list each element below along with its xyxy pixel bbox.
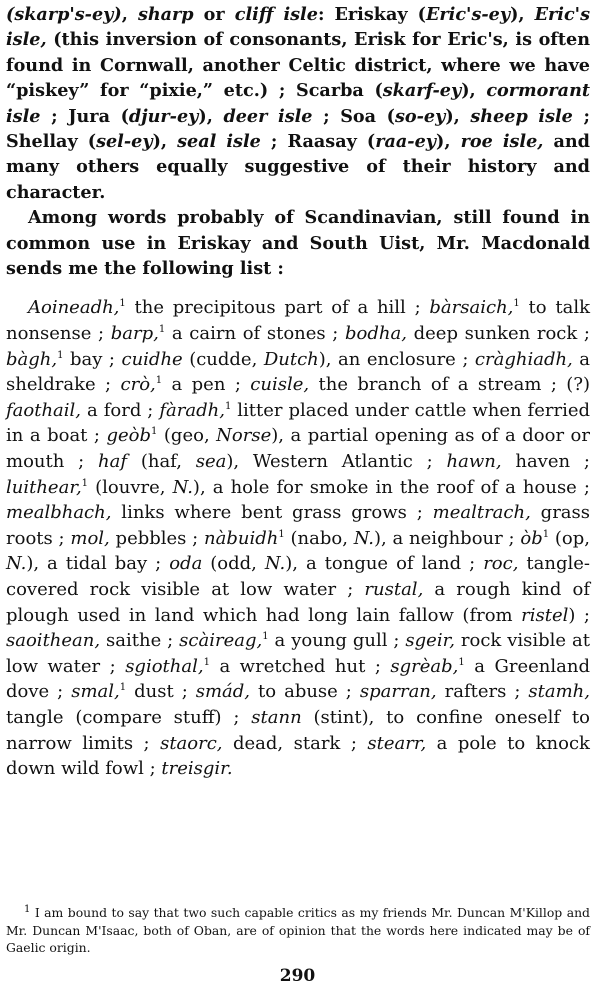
- footnote-text: I am bound to say that two such capable critics as my friends Mr. Duncan M'Killop and Mr. Duncan M'Isaac, both of Oban, are of opinion that the words here indicated may be of Gaelic origin.: [6, 905, 590, 955]
- text-run: ; Soa (: [312, 105, 395, 127]
- text-run: rock visible at low water ;: [6, 630, 590, 677]
- text-run: (nabo,: [284, 527, 354, 549]
- footnote-ref: 1: [57, 349, 64, 361]
- footnote-ref: 1: [278, 528, 285, 540]
- italic-run: sgiothal,: [125, 655, 204, 677]
- italic-run: mealtrach,: [432, 502, 531, 524]
- italic-run: stann: [251, 706, 302, 728]
- text-run: ),: [445, 105, 471, 127]
- italic-run: òb: [520, 527, 543, 549]
- text-run: to talk nonsense ;: [6, 297, 590, 345]
- text-run: (haf,: [127, 451, 196, 473]
- italic-run: N.: [353, 527, 375, 549]
- text-run: a young gull ;: [268, 630, 406, 652]
- footnote-ref: 1: [158, 324, 166, 336]
- text-run: (louvre,: [88, 476, 173, 498]
- italic-run: skarf-ey: [382, 80, 462, 102]
- italic-run: barp,: [110, 323, 159, 345]
- italic-run: nàbuidh: [204, 527, 279, 549]
- text-run: to abuse ;: [250, 681, 360, 703]
- text-run: the precipitous part of a hill ;: [125, 297, 430, 319]
- text-run: a Greenland dove ;: [6, 655, 590, 703]
- text-run: ; Raasay (: [260, 131, 376, 153]
- italic-run: cliff isle: [234, 4, 318, 25]
- italic-run: smád,: [195, 681, 251, 703]
- text-run: ), Western Atlantic ;: [226, 451, 447, 473]
- italic-run: mealbhach,: [6, 502, 112, 524]
- italic-run: roe isle,: [460, 131, 544, 153]
- footnote-marker: 1: [24, 903, 31, 915]
- text-run: haven ;: [501, 451, 590, 473]
- paragraph-intro: Among words probably of Scandinavian, still found in common use in Eriskay and South Uist, Mr. Macdonald sends me the following list :: [6, 207, 590, 280]
- italic-run: N.: [172, 476, 193, 498]
- text-run: dead, stark ;: [222, 732, 368, 754]
- italic-run: sgeir,: [405, 630, 455, 652]
- text-run: a wretched hut ;: [209, 655, 391, 677]
- text-run: (this inversion of consonants, Erisk for Eric's, is often found in Cornwall, another Celtic district, where we have “piskey” for “pixie,” etc.) ; Scarba (: [6, 29, 590, 102]
- footnote: [6, 904, 590, 957]
- text-run: a sheldrake ;: [6, 348, 591, 396]
- italic-run: Aoineadh,: [28, 297, 120, 319]
- text-run: (op,: [549, 527, 590, 549]
- italic-run: stearr,: [367, 732, 427, 754]
- text-run: a pole to knock down wild fowl ;: [6, 732, 590, 780]
- italic-run: sparran,: [359, 681, 437, 703]
- text-run: a ford ;: [81, 399, 160, 421]
- text-run: : Eriskay (: [317, 4, 426, 25]
- italic-run: sea: [195, 451, 227, 473]
- text-run: (cudde,: [182, 348, 264, 370]
- italic-run: faothail,: [6, 399, 82, 421]
- italic-run: Eric's-ey: [425, 4, 511, 25]
- text-run: grass roots ;: [6, 502, 591, 549]
- footnote-ref: 1: [119, 298, 126, 310]
- italic-run: staorc,: [160, 732, 223, 754]
- italic-run: fàradh,: [159, 399, 225, 421]
- italic-run: crò,: [120, 374, 156, 396]
- italic-run: ristel: [521, 604, 569, 626]
- text-run: (stint), to confine oneself to narrow limits ;: [6, 706, 590, 754]
- footnote-ref: 1: [203, 656, 210, 668]
- text-run: deep sunken rock ;: [406, 323, 590, 345]
- text-run: pebbles ;: [109, 527, 205, 549]
- paragraph-place-names: [6, 2, 590, 205]
- italic-run: sharp: [137, 4, 194, 25]
- text-run: links where bent grass grows ;: [111, 502, 433, 524]
- italic-run: N.: [6, 553, 27, 575]
- text-run: ,: [121, 4, 138, 25]
- footnote-ref: 1: [542, 528, 550, 540]
- page-body: [6, 2, 590, 782]
- italic-run: mol,: [70, 527, 110, 549]
- italic-run: smal,: [71, 681, 120, 703]
- text-run: ),: [198, 105, 224, 127]
- italic-run: seal isle: [177, 131, 261, 153]
- text-run: rafters ;: [436, 681, 529, 703]
- text-run: tangle (compare stuff) ;: [6, 706, 252, 728]
- footnote-ref: 1: [119, 682, 127, 694]
- italic-run: bodha,: [345, 323, 407, 345]
- italic-run: rustal,: [364, 579, 424, 600]
- text-run: ), a partial opening as of a door or mouth ;: [6, 425, 591, 473]
- text-run: tangle-covered rock visible at low water ;: [6, 553, 590, 600]
- text-run: ),: [436, 131, 461, 153]
- text-run: a pen ;: [162, 374, 251, 396]
- italic-run: stamh,: [528, 681, 590, 703]
- text-run: dust ;: [126, 681, 196, 703]
- text-run: litter placed under cattle when ferried in a boat ;: [6, 399, 591, 447]
- text-run: ),: [152, 131, 178, 153]
- italic-run: djur-ey: [128, 105, 199, 127]
- italic-run: bàgh,: [6, 348, 58, 370]
- text-run: bay ;: [63, 348, 122, 370]
- text-run: a cairn of stones ;: [165, 323, 346, 345]
- text-run: a rough kind of plough used in land which had long lain fallow (from: [6, 579, 590, 626]
- italic-run: sel-ey: [96, 131, 153, 153]
- italic-run: Dutch: [263, 348, 319, 370]
- text-run: (odd,: [202, 553, 265, 575]
- italic-run: luithear,: [6, 476, 82, 498]
- italic-run: Eric's isle,: [6, 4, 590, 51]
- italic-run: raa-ey: [375, 131, 437, 153]
- text-run: ; Shellay (: [6, 105, 590, 153]
- text-run: ), an enclosure ;: [318, 348, 475, 370]
- text-run: and many others equally suggestive of their history and character.: [6, 131, 590, 203]
- footnote-ref: 1: [224, 400, 232, 412]
- text-run: ),: [461, 80, 487, 102]
- page-number: 290: [279, 966, 316, 986]
- text-run: or: [193, 4, 235, 25]
- footnote-area: [6, 904, 590, 957]
- footnote-ref: 1: [81, 477, 89, 489]
- footnote-ref: 1: [262, 631, 269, 643]
- footnote-ref: 1: [458, 656, 465, 668]
- text-run: ), a tidal bay ;: [26, 553, 170, 575]
- footnote-ref: 1: [155, 375, 163, 387]
- italic-run: (skarp's-ey): [6, 4, 122, 25]
- italic-run: deer isle: [223, 105, 313, 127]
- italic-run: haf: [98, 451, 128, 473]
- italic-run: oda: [169, 553, 203, 575]
- italic-run: sgrèab,: [390, 655, 459, 677]
- text-run: ), a neighbour ;: [374, 527, 521, 549]
- text-run: (geo,: [157, 425, 217, 447]
- footnote-ref: 1: [513, 298, 520, 310]
- text-run: the branch of a stream ; (?): [309, 374, 590, 396]
- italic-run: scàireag,: [179, 630, 263, 652]
- italic-run: cràghiadh,: [474, 348, 573, 370]
- italic-run: cuisle,: [250, 374, 310, 396]
- italic-run: so-ey: [394, 105, 446, 127]
- italic-run: roc,: [483, 553, 519, 575]
- word-list: [6, 295, 590, 781]
- text-run: ),: [510, 4, 535, 25]
- italic-run: saoithean,: [6, 630, 101, 652]
- text-run: ), a tongue of land ;: [285, 553, 484, 575]
- italic-run: hawn,: [446, 451, 502, 473]
- italic-run: cormorant isle: [6, 80, 590, 127]
- italic-run: geòb: [106, 425, 152, 447]
- footnote-ref: 1: [151, 426, 158, 438]
- italic-run: N.: [264, 553, 286, 575]
- italic-run: Norse: [216, 425, 272, 447]
- text-run: ) ;: [568, 604, 590, 626]
- text-run: saithe ;: [100, 630, 180, 652]
- italic-run: bàrsaich,: [429, 297, 514, 319]
- text-run: ), a hole for smoke in the roof of a house ;: [192, 476, 590, 498]
- italic-run: sheep isle: [470, 105, 573, 127]
- text-run: ; Jura (: [40, 105, 129, 127]
- italic-run: cuidhe: [121, 348, 183, 370]
- italic-run: treisgir.: [161, 758, 233, 780]
